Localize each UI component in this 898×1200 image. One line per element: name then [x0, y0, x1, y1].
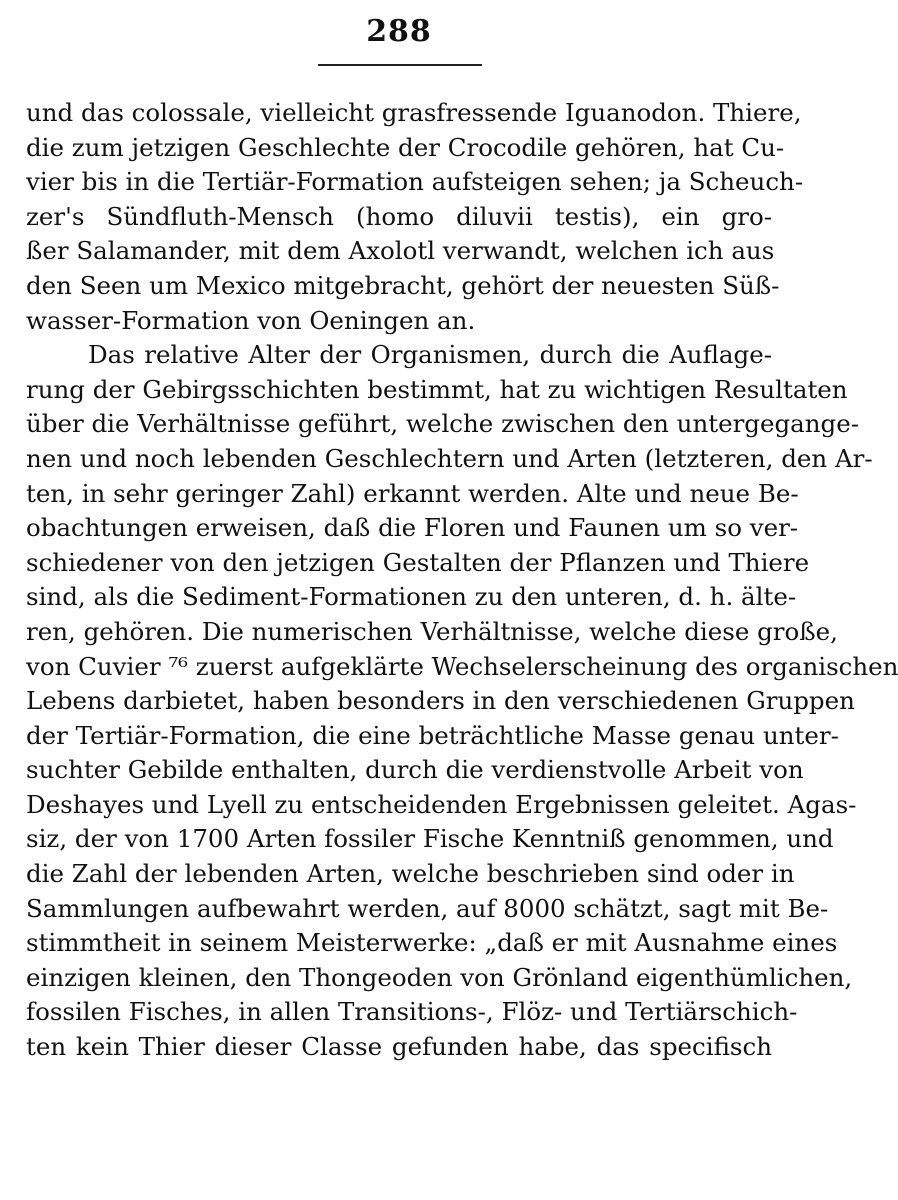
text-line: der Tertiär-Formation, die eine beträchtliche Masse genau unter-: [26, 720, 839, 750]
text-line: Deshayes und Lyell zu entscheidenden Ergebnissen geleitet. Agas-: [26, 789, 857, 819]
text-line: Sammlungen aufbewahrt werden, auf 8000 schätzt, sagt mit Be-: [26, 893, 829, 923]
text-line: ren, gehören. Die numerischen Verhältnisse, welche diese große,: [26, 616, 838, 646]
text-line: die Zahl der lebenden Arten, welche beschrieben sind oder in: [26, 859, 795, 889]
header-rule: [318, 64, 482, 66]
text-line: die zum jetzigen Geschlechte der Crocodile gehören, hat Cu-: [26, 132, 785, 162]
text-line: siz, der von 1700 Arten fossiler Fische Kenntniß genommen, und: [26, 824, 834, 854]
text-line: suchter Gebilde enthalten, durch die verdienstvolle Arbeit von: [26, 755, 804, 785]
text-line: ßer Salamander, mit dem Axolotl verwandt, welchen ich aus: [26, 236, 775, 266]
text-line: nen und noch lebenden Geschlechtern und Arten (letzteren, den Ar-: [26, 443, 873, 473]
body-text: [26, 96, 898, 1065]
text-line: über die Verhältnisse geführt, welche zwischen den untergegange-: [26, 409, 859, 439]
text-line: von Cuvier ⁷⁶ zuerst aufgeklärte Wechselerscheinung des organischen: [26, 651, 898, 681]
text-line: ten, in sehr geringer Zahl) erkannt werden. Alte und neue Be-: [26, 478, 799, 508]
text-line: zer's Sündfluth-Mensch (homo diluvii testis), ein gro-: [26, 201, 772, 231]
text-line: und das colossale, vielleicht grasfressende Iguanodon. Thiere,: [26, 98, 802, 127]
text-line: wasser-Formation von Oeningen an.: [26, 305, 476, 335]
page-number: 288: [366, 14, 432, 49]
text-line: ten kein Thier dieser Classe gefunden habe, das specifisch: [26, 1032, 772, 1062]
text-line: sind, als die Sediment-Formationen zu den unteren, d. h. älte-: [26, 582, 797, 612]
text-line: obachtungen erweisen, daß die Floren und Faunen um so ver-: [26, 513, 799, 543]
text-line: einzigen kleinen, den Thongeoden von Grönland eigenthümlichen,: [26, 962, 853, 992]
text-line: den Seen um Mexico mitgebracht, gehört der neuesten Süß-: [26, 270, 780, 300]
text-line: schiedener von den jetzigen Gestalten der Pflanzen und Thiere: [26, 547, 810, 577]
text-line: Lebens darbietet, haben besonders in den verschiedenen Gruppen: [26, 686, 855, 716]
text-line: Das relative Alter der Organismen, durch die Auflage-: [88, 340, 772, 370]
text-line: rung der Gebirgsschichten bestimmt, hat zu wichtigen Resultaten: [26, 374, 848, 404]
text-line: vier bis in die Tertiär-Formation aufsteigen sehen; ja Scheuch-: [26, 167, 804, 197]
text-line: stimmtheit in seinem Meisterwerke: „daß er mit Ausnahme eines: [26, 928, 838, 958]
text-line: fossilen Fisches, in allen Transitions-, Flöz- und Tertiärschich-: [26, 997, 798, 1027]
